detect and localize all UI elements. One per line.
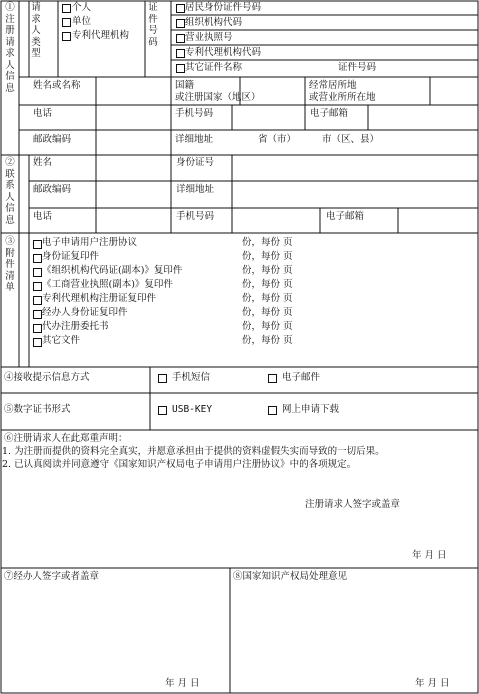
online-download-label: 网上申请下载: [282, 404, 340, 415]
cert-form-label: ⑤数字证书形式: [4, 404, 71, 415]
cert-license-label: 营业执照号: [185, 32, 233, 43]
online-download-checkbox[interactable]: [268, 406, 277, 415]
sms-checkbox[interactable]: [158, 374, 167, 383]
residence-label-1: 经常居所地: [309, 80, 357, 91]
requester-type-label: 请求人类型: [31, 2, 41, 59]
type-agency-label: 专利代理机构: [72, 30, 130, 41]
attachment-qty: 份，每份 页: [242, 335, 293, 346]
type-unit-checkbox[interactable]: [62, 18, 71, 27]
declaration-line2: 2. 已认真阅读并同意遵守《国家知识产权局电子申请用户注册协议》中的各项规定。: [2, 459, 357, 470]
email-notify-checkbox[interactable]: [268, 374, 277, 383]
declaration-heading: ⑥注册请求人在此郑重声明：: [4, 433, 128, 444]
contact-phone-label: 电话: [33, 211, 53, 222]
attachment-checkbox[interactable]: [33, 324, 42, 333]
address-label: 详细地址: [175, 134, 214, 145]
cert-id-checkbox[interactable]: [176, 4, 185, 13]
email-notify-label: 电子邮件: [282, 372, 321, 383]
attachment-checkbox[interactable]: [33, 254, 42, 263]
contact-email-label: 电子邮箱: [326, 211, 365, 222]
cert-number-label: 证件号码: [338, 62, 377, 73]
cert-org-label: 组织机构代码: [185, 17, 243, 28]
section3-title: ③附件清单: [5, 236, 15, 293]
usbkey-checkbox[interactable]: [158, 406, 167, 415]
attachment-label: 代办注册委托书: [42, 321, 109, 332]
contact-postal-label: 邮政编码: [33, 184, 72, 195]
province-label: 省（市）: [258, 134, 297, 145]
cert-license-checkbox[interactable]: [176, 34, 185, 43]
country-label-2: 或注册国家（地区）: [175, 92, 261, 103]
name-label: 姓名或名称: [33, 80, 81, 91]
attachment-label: 《工商营业执照(副本)》复印件: [42, 279, 173, 290]
attachment-qty: 份，每份 页: [242, 293, 293, 304]
cert-id-label: 居民身份证件号码: [185, 2, 262, 13]
sms-label: 手机短信: [172, 372, 211, 383]
type-individual-label: 个人: [72, 2, 92, 13]
cert-agency-label: 专利代理机构代码: [185, 47, 262, 58]
type-individual-checkbox[interactable]: [62, 4, 71, 13]
phone-label: 电话: [33, 108, 53, 119]
attachment-checkbox[interactable]: [33, 296, 42, 305]
declaration-line1: 1. 为注册而提供的资料完全真实，并愿意承担由于提供的资料虚假失实而导致的一切后果。: [2, 446, 385, 457]
attachment-qty: 份，每份 页: [242, 237, 293, 248]
section2-title: ②联系人信息: [5, 157, 15, 226]
notify-method-label: ④接收提示信息方式: [4, 372, 90, 383]
email-label: 电子邮箱: [310, 108, 349, 119]
handler-signature-label: ⑦经办人签字或者盖章: [4, 571, 100, 582]
attachment-checkbox[interactable]: [33, 240, 42, 249]
attachment-checkbox[interactable]: [33, 338, 42, 347]
attachment-qty: 份，每份 页: [242, 251, 293, 262]
handler-date: 年 月 日: [165, 678, 200, 689]
attachment-label: 电子申请用户注册协议: [42, 237, 138, 248]
attachment-checkbox[interactable]: [33, 310, 42, 319]
office-opinion-label: ⑧国家知识产权局处理意见: [233, 571, 348, 582]
attachment-checkbox[interactable]: [33, 282, 42, 291]
cert-other-checkbox[interactable]: [176, 64, 185, 73]
country-label-1: 国籍: [175, 80, 195, 91]
cert-org-checkbox[interactable]: [176, 19, 185, 28]
cert-agency-checkbox[interactable]: [176, 49, 185, 58]
type-agency-checkbox[interactable]: [62, 32, 71, 41]
attachment-label: 《组织机构代码证(副本)》复印件: [42, 265, 183, 276]
attachment-qty: 份，每份 页: [242, 265, 293, 276]
attachment-qty: 份，每份 页: [242, 279, 293, 290]
city-label: 市（区、县）: [322, 134, 380, 145]
attachment-label: 专利代理机构注册证复印件: [42, 293, 157, 304]
type-unit-label: 单位: [72, 16, 92, 27]
other-cert-label: 其它证件名称: [185, 62, 243, 73]
contact-id-label: 身份证号: [176, 157, 215, 168]
mobile-label: 手机号码: [175, 108, 214, 119]
declaration-date: 年 月 日: [412, 550, 447, 561]
attachment-label: 身份证复印件: [42, 251, 100, 262]
postal-label: 邮政编码: [33, 134, 72, 145]
residence-label-2: 或营业所所在地: [309, 92, 376, 103]
contact-mobile-label: 手机号码: [176, 211, 215, 222]
attachment-checkbox[interactable]: [33, 268, 42, 277]
attachment-label: 经办人身份证复印件: [42, 307, 128, 318]
section1-title: ①注册请求人信息: [5, 2, 15, 94]
contact-address-label: 详细地址: [176, 184, 215, 195]
cert-label: 证件号码: [148, 2, 158, 48]
contact-name-label: 姓名: [33, 157, 53, 168]
requester-signature-label: 注册请求人签字或盖章: [305, 499, 401, 510]
attachment-label: 其它文件: [42, 335, 81, 346]
usbkey-label: USB-KEY: [172, 404, 213, 415]
office-date: 年 月 日: [415, 678, 450, 689]
attachment-qty: 份，每份 页: [242, 307, 293, 318]
attachment-qty: 份，每份 页: [242, 321, 293, 332]
